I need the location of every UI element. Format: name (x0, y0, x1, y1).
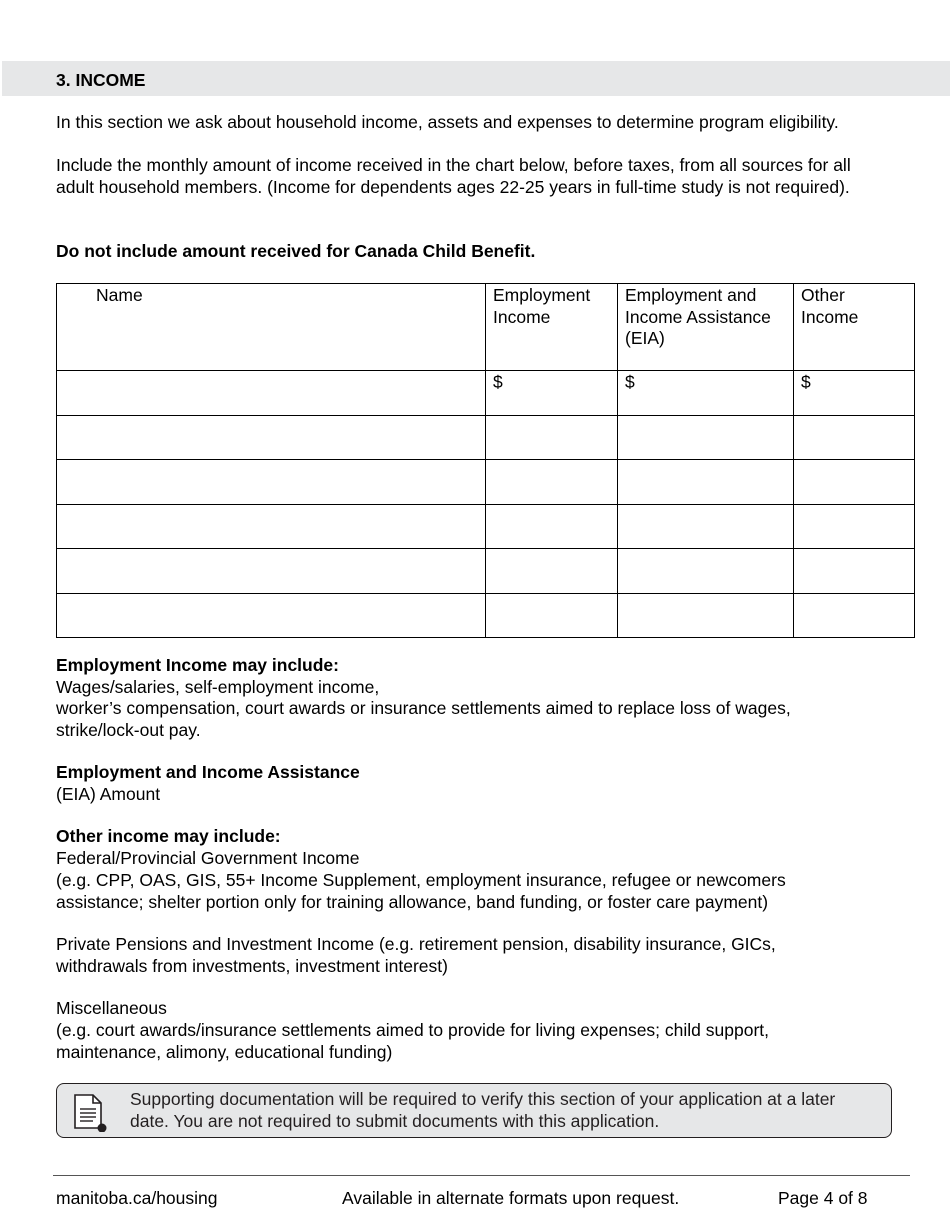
other-income-heading: Other income may include: (56, 826, 281, 846)
eia-cell[interactable] (618, 460, 794, 505)
table-row (57, 371, 915, 416)
other-income-cell[interactable] (794, 504, 915, 549)
employment-income-heading: Employment Income may include: (56, 655, 339, 675)
documentation-notice (56, 1083, 892, 1138)
employment-income-cell[interactable] (486, 460, 618, 505)
footer-website: manitoba.ca/housing (56, 1188, 218, 1208)
eia-cell[interactable] (618, 504, 794, 549)
name-cell[interactable] (57, 371, 486, 416)
name-cell[interactable] (57, 415, 486, 460)
pensions-text: Private Pensions and Investment Income (e.g. retirement pension, disability insurance, GICs, withdrawals from investments, investment interest) (56, 934, 776, 976)
eia-cell[interactable]: $ (618, 371, 794, 416)
other-income-cell[interactable] (794, 549, 915, 594)
column-header-employment-income: Employment Income (486, 284, 618, 371)
table-header-row (57, 284, 915, 371)
employment-income-line2: worker’s compensation, court awards or insurance settlements aimed to replace loss of wages, strike/lock-out pay. (56, 698, 791, 740)
name-cell[interactable] (57, 504, 486, 549)
instructions-paragraph: Include the monthly amount of income received in the chart below, before taxes, from all sources for all adult household members. (Income for dependents ages 22-25 years in full-time study is not required). (56, 155, 851, 197)
eia-text: (EIA) Amount (56, 784, 161, 804)
other-income-cell[interactable]: $ (794, 371, 915, 416)
eia-heading: Employment and Income Assistance (56, 762, 360, 782)
miscellaneous-text: (e.g. court awards/insurance settlements aimed to provide for living expenses; child support, maintenance, alimony, educational funding) (56, 1020, 769, 1062)
employment-income-cell[interactable] (486, 504, 618, 549)
other-income-line2: (e.g. CPP, OAS, GIS, 55+ Income Supplement, employment insurance, refugee or newcomers assistance; shelter portion only for training allowance, band funding, or foster care payment) (56, 870, 786, 912)
eia-cell[interactable] (618, 549, 794, 594)
ccb-warning: Do not include amount received for Canada Child Benefit. (56, 241, 536, 261)
employment-income-line1: Wages/salaries, self-employment income, (56, 677, 380, 697)
employment-income-cell[interactable] (486, 549, 618, 594)
name-cell[interactable] (57, 460, 486, 505)
footer-alternate-formats: Available in alternate formats upon request. (342, 1188, 680, 1208)
table-row (57, 460, 915, 505)
column-header-name: Name (57, 284, 486, 371)
document-icon (71, 1092, 107, 1132)
column-header-eia: Employment and Income Assistance (EIA) (618, 284, 794, 371)
name-cell[interactable] (57, 593, 486, 638)
column-header-other-income: Other Income (794, 284, 915, 371)
notice-text: Supporting documentation will be required to verify this section of your application at a later date. You are not required to submit documents with this application. (130, 1089, 836, 1131)
table-row (57, 549, 915, 594)
other-income-cell[interactable] (794, 593, 915, 638)
table-row (57, 593, 915, 638)
other-income-line1: Federal/Provincial Government Income (56, 848, 360, 868)
employment-income-cell[interactable] (486, 415, 618, 460)
name-cell[interactable] (57, 549, 486, 594)
table-row (57, 504, 915, 549)
income-table (56, 283, 915, 638)
intro-paragraph: In this section we ask about household income, assets and expenses to determine program eligibility. (56, 112, 839, 132)
section-title: 3. INCOME (56, 70, 146, 90)
employment-income-cell[interactable] (486, 593, 618, 638)
table-row (57, 415, 915, 460)
eia-cell[interactable] (618, 415, 794, 460)
eia-cell[interactable] (618, 593, 794, 638)
footer-divider (53, 1175, 910, 1176)
other-income-cell[interactable] (794, 460, 915, 505)
employment-income-cell[interactable]: $ (486, 371, 618, 416)
miscellaneous-heading: Miscellaneous (56, 998, 167, 1018)
footer-page-number: Page 4 of 8 (778, 1188, 868, 1208)
other-income-cell[interactable] (794, 415, 915, 460)
